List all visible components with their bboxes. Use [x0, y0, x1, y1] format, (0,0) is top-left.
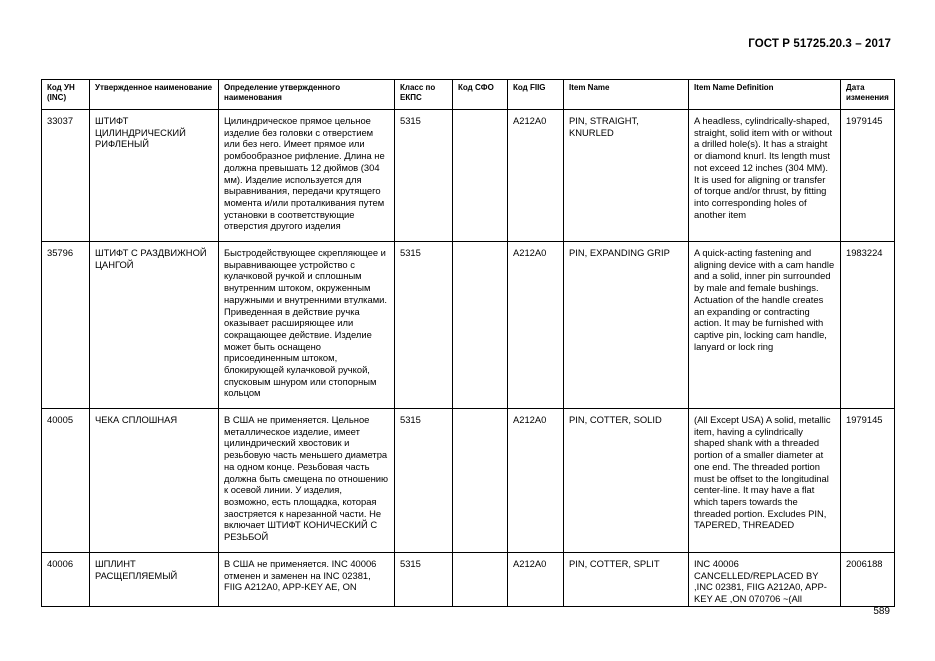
cell-approved-name: ЧЕКА СПЛОШНАЯ [90, 409, 219, 553]
cell-sfo [453, 110, 508, 242]
cell-ekps: 5315 [395, 553, 453, 607]
header-change-date: Дата изменения [841, 80, 895, 110]
cell-item-definition: (All Except USA) A solid, metallic item, having a cylindrically shaped shank with a threaded portion of a smaller diameter at one end. The threaded portion must be offset to the longitudinal center-line. It may have a flat which tapers towards the threaded portion. Excludes PIN, TAPERED, THREADED [689, 409, 841, 553]
cell-code: 40006 [42, 553, 90, 607]
cell-fiig: A212A0 [508, 553, 564, 607]
cell-approved-name: ШТИФТ ЦИЛИНДРИЧЕСКИЙ РИФЛЕНЫЙ [90, 110, 219, 242]
cell-fiig: A212A0 [508, 110, 564, 242]
table-row [42, 553, 895, 607]
cell-ekps: 5315 [395, 110, 453, 242]
cell-sfo [453, 242, 508, 409]
cell-item-name: PIN, COTTER, SPLIT [564, 553, 689, 607]
cell-item-definition: INC 40006 CANCELLED/REPLACED BY ,INC 02381, FIIG A212A0, APP-KEY AE ,ON 070706 ~(All [689, 553, 841, 607]
cell-item-name: PIN, STRAIGHT, KNURLED [564, 110, 689, 242]
header-fiig-code: Код FIIG [508, 80, 564, 110]
cell-item-name: PIN, EXPANDING GRIP [564, 242, 689, 409]
cell-code: 40005 [42, 409, 90, 553]
header-item-name-definition: Item Name Definition [689, 80, 841, 110]
cell-approved-name: ШПЛИНТ РАСЩЕПЛЯЕМЫЙ [90, 553, 219, 607]
cell-date: 1979145 [841, 110, 895, 242]
cell-sfo [453, 409, 508, 553]
cell-date: 1983224 [841, 242, 895, 409]
cell-code: 35796 [42, 242, 90, 409]
cell-item-definition: A quick-acting fastening and aligning device with a cam handle and a solid, inner pin surrounded by male and female bushings. Actuation of the handle creates an expanding or contracting action. It may be furnished with captive pin, locking cam handle, lanyard or lock ring [689, 242, 841, 409]
header-definition: Определение утвержденного наименования [219, 80, 395, 110]
cell-item-definition: A headless, cylindrically-shaped, straight, solid item with or without a drilled hole(s). It has a straight or diamond knurl. Its length must not exceed 12 inches (304 MM). It is used for aligning or transfer of torque and/or thrust, by fitting into corresponding holes of another item [689, 110, 841, 242]
header-sfo-code: Код СФО [453, 80, 508, 110]
cell-definition: Быстродействующее скрепляющее и выравнивающее устройство с кулачковой ручкой и сплошным внутренним штоком, окруженным наружными и внутренними втулками. Приведенная в действие ручка оказывает расширяющее или сокращающее действие. Изделие может быть оснащено присоединенным штоком, блокирующей кулачковой ручкой, спусковым шнуром или стопорным кольцом [219, 242, 395, 409]
cell-date: 2006188 [841, 553, 895, 607]
header-code-yn: Код УН (INC) [42, 80, 90, 110]
table-header-row [42, 80, 895, 110]
cell-ekps: 5315 [395, 409, 453, 553]
cell-fiig: A212A0 [508, 242, 564, 409]
cell-definition: В США не применяется. Цельное металлическое изделие, имеет цилиндрический хвостовик и резьбовую часть меньшего диаметра на одном конце. Резьбовая часть должна быть смещена по отношению к осевой линии. У изделия, возможно, есть площадка, которая заостряется к нарезанной части. Не включает ШТИФТ КОНИЧЕСКИЙ С РЕЗЬБОЙ [219, 409, 395, 553]
page-number: 589 [873, 606, 890, 617]
table-row [42, 242, 895, 409]
cell-ekps: 5315 [395, 242, 453, 409]
cell-fiig: A212A0 [508, 409, 564, 553]
cell-definition: В США не применяется. INC 40006 отменен и заменен на INC 02381, FIIG A212A0, APP-KEY AE, ON [219, 553, 395, 607]
catalog-table [41, 79, 895, 607]
table-row [42, 409, 895, 553]
cell-date: 1979145 [841, 409, 895, 553]
table-row [42, 110, 895, 242]
standard-designation: ГОСТ Р 51725.20.3 – 2017 [748, 38, 891, 50]
header-approved-name: Утвержденное наименование [90, 80, 219, 110]
cell-approved-name: ШТИФТ С РАЗДВИЖНОЙ ЦАНГОЙ [90, 242, 219, 409]
cell-sfo [453, 553, 508, 607]
header-item-name: Item Name [564, 80, 689, 110]
cell-item-name: PIN, COTTER, SOLID [564, 409, 689, 553]
header-ekps-class: Класс по ЕКПС [395, 80, 453, 110]
cell-code: 33037 [42, 110, 90, 242]
cell-definition: Цилиндрическое прямое цельное изделие без головки с отверстием или без него. Имеет прямое или ромбообразное рифление. Длина не должна превышать 12 дюймов (304 мм). Изделие используется для выравнивания, передачи крутящего момента и/или проталкивания путем установки в соответствующие отверстия другого изделия [219, 110, 395, 242]
